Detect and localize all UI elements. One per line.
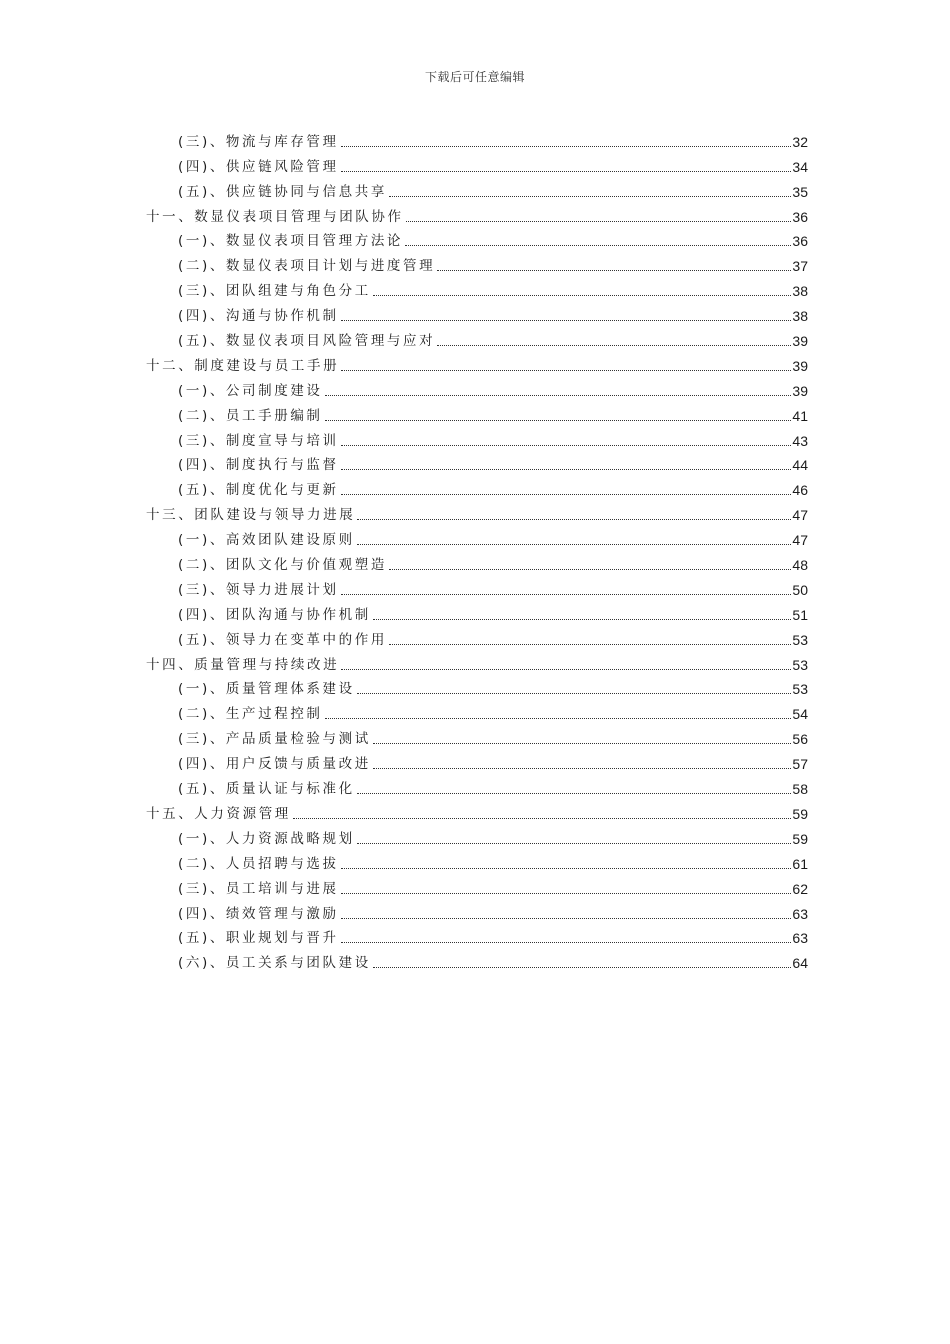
toc-page-number: 38 (792, 308, 808, 325)
toc-page-number: 61 (792, 855, 808, 872)
toc-page-number: 44 (792, 457, 808, 474)
toc-page-number: 53 (792, 681, 808, 698)
toc-page-number: 50 (792, 581, 808, 598)
toc-page-number: 47 (792, 507, 808, 524)
toc-page-number: 36 (792, 208, 808, 225)
toc-section-entry[interactable] (146, 947, 808, 972)
toc-entry-title: (四)、团队沟通与协作机制 (178, 606, 371, 623)
toc-section-entry[interactable] (146, 898, 808, 923)
toc-entry-title: (四)、用户反馈与质量改进 (178, 756, 371, 773)
toc-dot-leader (341, 594, 792, 595)
toc-dot-leader (405, 245, 791, 246)
toc-section-entry[interactable] (146, 923, 808, 948)
toc-section-entry[interactable] (146, 275, 808, 300)
toc-dot-leader (406, 221, 792, 222)
toc-dot-leader (357, 519, 791, 520)
toc-dot-leader (325, 420, 792, 421)
page-header-note: 下载后可任意编辑 (424, 70, 525, 84)
toc-dot-leader (373, 768, 792, 769)
toc-dot-leader (341, 469, 792, 470)
toc-chapter-entry[interactable] (146, 350, 808, 375)
toc-dot-leader (357, 793, 792, 794)
toc-page-number: 54 (792, 706, 808, 723)
toc-page-number: 51 (792, 606, 808, 623)
toc-section-entry[interactable] (146, 823, 808, 848)
toc-entry-title: (五)、制度优化与更新 (178, 482, 339, 499)
toc-entry-title: (一)、质量管理体系建设 (178, 681, 355, 698)
toc-entry-title: (三)、团队组建与角色分工 (178, 283, 371, 300)
toc-section-entry[interactable] (146, 226, 808, 251)
toc-entry-title: 十四、质量管理与持续改进 (146, 656, 340, 673)
toc-section-entry[interactable] (146, 674, 808, 699)
toc-page-number: 46 (792, 482, 808, 499)
toc-dot-leader (437, 345, 791, 346)
toc-entry-title: (四)、供应链风险管理 (178, 158, 339, 175)
toc-section-entry[interactable] (146, 748, 808, 773)
toc-dot-leader (357, 693, 792, 694)
toc-chapter-entry[interactable] (146, 798, 808, 823)
toc-dot-leader (437, 270, 791, 271)
toc-page-number: 34 (792, 158, 808, 175)
toc-chapter-entry[interactable] (146, 201, 808, 226)
toc-section-entry[interactable] (146, 151, 808, 176)
toc-page-number: 36 (792, 233, 808, 250)
toc-section-entry[interactable] (146, 250, 808, 275)
toc-entry-title: (四)、沟通与协作机制 (178, 308, 339, 325)
toc-page-number: 64 (792, 955, 808, 972)
toc-entry-title: (五)、领导力在变革中的作用 (178, 631, 387, 648)
toc-section-entry[interactable] (146, 624, 808, 649)
toc-entry-title: (一)、公司制度建设 (178, 382, 323, 399)
toc-entry-title: (三)、产品质量检验与测试 (178, 731, 371, 748)
toc-page-number: 63 (792, 930, 808, 947)
toc-section-entry[interactable] (146, 325, 808, 350)
toc-section-entry[interactable] (146, 599, 808, 624)
toc-dot-leader (389, 196, 791, 197)
toc-page-number: 37 (792, 258, 808, 275)
toc-section-entry[interactable] (146, 176, 808, 201)
toc-dot-leader (293, 818, 792, 819)
toc-entry-title: (三)、员工培训与进展 (178, 880, 339, 897)
toc-entry-title: 十一、数显仪表项目管理与团队协作 (146, 208, 404, 225)
toc-entry-title: (二)、人员招聘与选拔 (178, 855, 339, 872)
toc-dot-leader (373, 619, 792, 620)
toc-entry-title: (一)、人力资源战略规划 (178, 830, 355, 847)
toc-entry-title: 十三、团队建设与领导力进展 (146, 507, 356, 524)
toc-page-number: 41 (792, 407, 808, 424)
toc-section-entry[interactable] (146, 450, 808, 475)
toc-dot-leader (341, 370, 791, 371)
toc-section-entry[interactable] (146, 474, 808, 499)
toc-dot-leader (373, 295, 792, 296)
toc-page-number: 59 (792, 830, 808, 847)
toc-page-number: 39 (792, 333, 808, 350)
toc-chapter-entry[interactable] (146, 499, 808, 524)
toc-dot-leader (325, 395, 792, 396)
toc-entry-title: (二)、数显仪表项目计划与进度管理 (178, 258, 436, 275)
toc-section-entry[interactable] (146, 574, 808, 599)
toc-entry-title: (五)、职业规划与晋升 (178, 930, 339, 947)
toc-page-number: 43 (792, 432, 808, 449)
toc-page-number: 32 (792, 133, 808, 150)
toc-page-number: 53 (792, 631, 808, 648)
toc-dot-leader (341, 445, 792, 446)
toc-section-entry[interactable] (146, 723, 808, 748)
toc-entry-title: (二)、生产过程控制 (178, 706, 323, 723)
toc-entry-title: (一)、数显仪表项目管理方法论 (178, 233, 404, 250)
toc-entry-title: (三)、领导力进展计划 (178, 581, 339, 598)
toc-entry-title: (二)、团队文化与价值观塑造 (178, 557, 387, 574)
toc-section-entry[interactable] (146, 698, 808, 723)
toc-entry-title: (五)、数显仪表项目风险管理与应对 (178, 333, 436, 350)
toc-dot-leader (373, 967, 792, 968)
toc-page-number: 35 (792, 183, 808, 200)
toc-dot-leader (373, 743, 792, 744)
toc-dot-leader (341, 942, 792, 943)
toc-dot-leader (341, 171, 792, 172)
table-of-contents (146, 126, 808, 972)
toc-page-number: 57 (792, 756, 808, 773)
toc-section-entry[interactable] (146, 773, 808, 798)
toc-page-number: 56 (792, 731, 808, 748)
toc-page-number: 48 (792, 557, 808, 574)
toc-dot-leader (389, 644, 791, 645)
toc-dot-leader (341, 893, 792, 894)
toc-page-number: 62 (792, 880, 808, 897)
toc-chapter-entry[interactable] (146, 649, 808, 674)
toc-section-entry[interactable] (146, 400, 808, 425)
toc-dot-leader (341, 146, 792, 147)
toc-entry-title: (六)、员工关系与团队建设 (178, 955, 371, 972)
toc-entry-title: (五)、质量认证与标准化 (178, 781, 355, 798)
toc-page-number: 53 (792, 656, 808, 673)
toc-dot-leader (341, 669, 791, 670)
toc-entry-title: (三)、制度宣导与培训 (178, 432, 339, 449)
toc-section-entry[interactable] (146, 375, 808, 400)
toc-page-number: 39 (792, 382, 808, 399)
toc-dot-leader (341, 918, 792, 919)
toc-entry-title: 十五、人力资源管理 (146, 805, 291, 822)
toc-dot-leader (341, 868, 792, 869)
toc-section-entry[interactable] (146, 425, 808, 450)
toc-page-number: 38 (792, 283, 808, 300)
toc-dot-leader (341, 320, 792, 321)
toc-section-entry[interactable] (146, 549, 808, 574)
toc-section-entry[interactable] (146, 873, 808, 898)
toc-dot-leader (325, 718, 792, 719)
toc-entry-title: (五)、供应链协同与信息共享 (178, 183, 387, 200)
toc-section-entry[interactable] (146, 848, 808, 873)
toc-page-number: 63 (792, 905, 808, 922)
toc-section-entry[interactable] (146, 126, 808, 151)
toc-dot-leader (357, 843, 792, 844)
toc-page-number: 59 (792, 805, 808, 822)
toc-dot-leader (357, 544, 792, 545)
toc-page-number: 47 (792, 532, 808, 549)
toc-entry-title: 十二、制度建设与员工手册 (146, 357, 340, 374)
toc-entry-title: (三)、物流与库存管理 (178, 133, 339, 150)
toc-entry-title: (二)、员工手册编制 (178, 407, 323, 424)
toc-page-number: 58 (792, 781, 808, 798)
toc-entry-title: (一)、高效团队建设原则 (178, 532, 355, 549)
toc-entry-title: (四)、制度执行与监督 (178, 457, 339, 474)
toc-section-entry[interactable] (146, 300, 808, 325)
toc-entry-title: (四)、绩效管理与激励 (178, 905, 339, 922)
toc-page-number: 39 (792, 357, 808, 374)
toc-section-entry[interactable] (146, 524, 808, 549)
toc-dot-leader (389, 569, 791, 570)
toc-dot-leader (341, 494, 792, 495)
